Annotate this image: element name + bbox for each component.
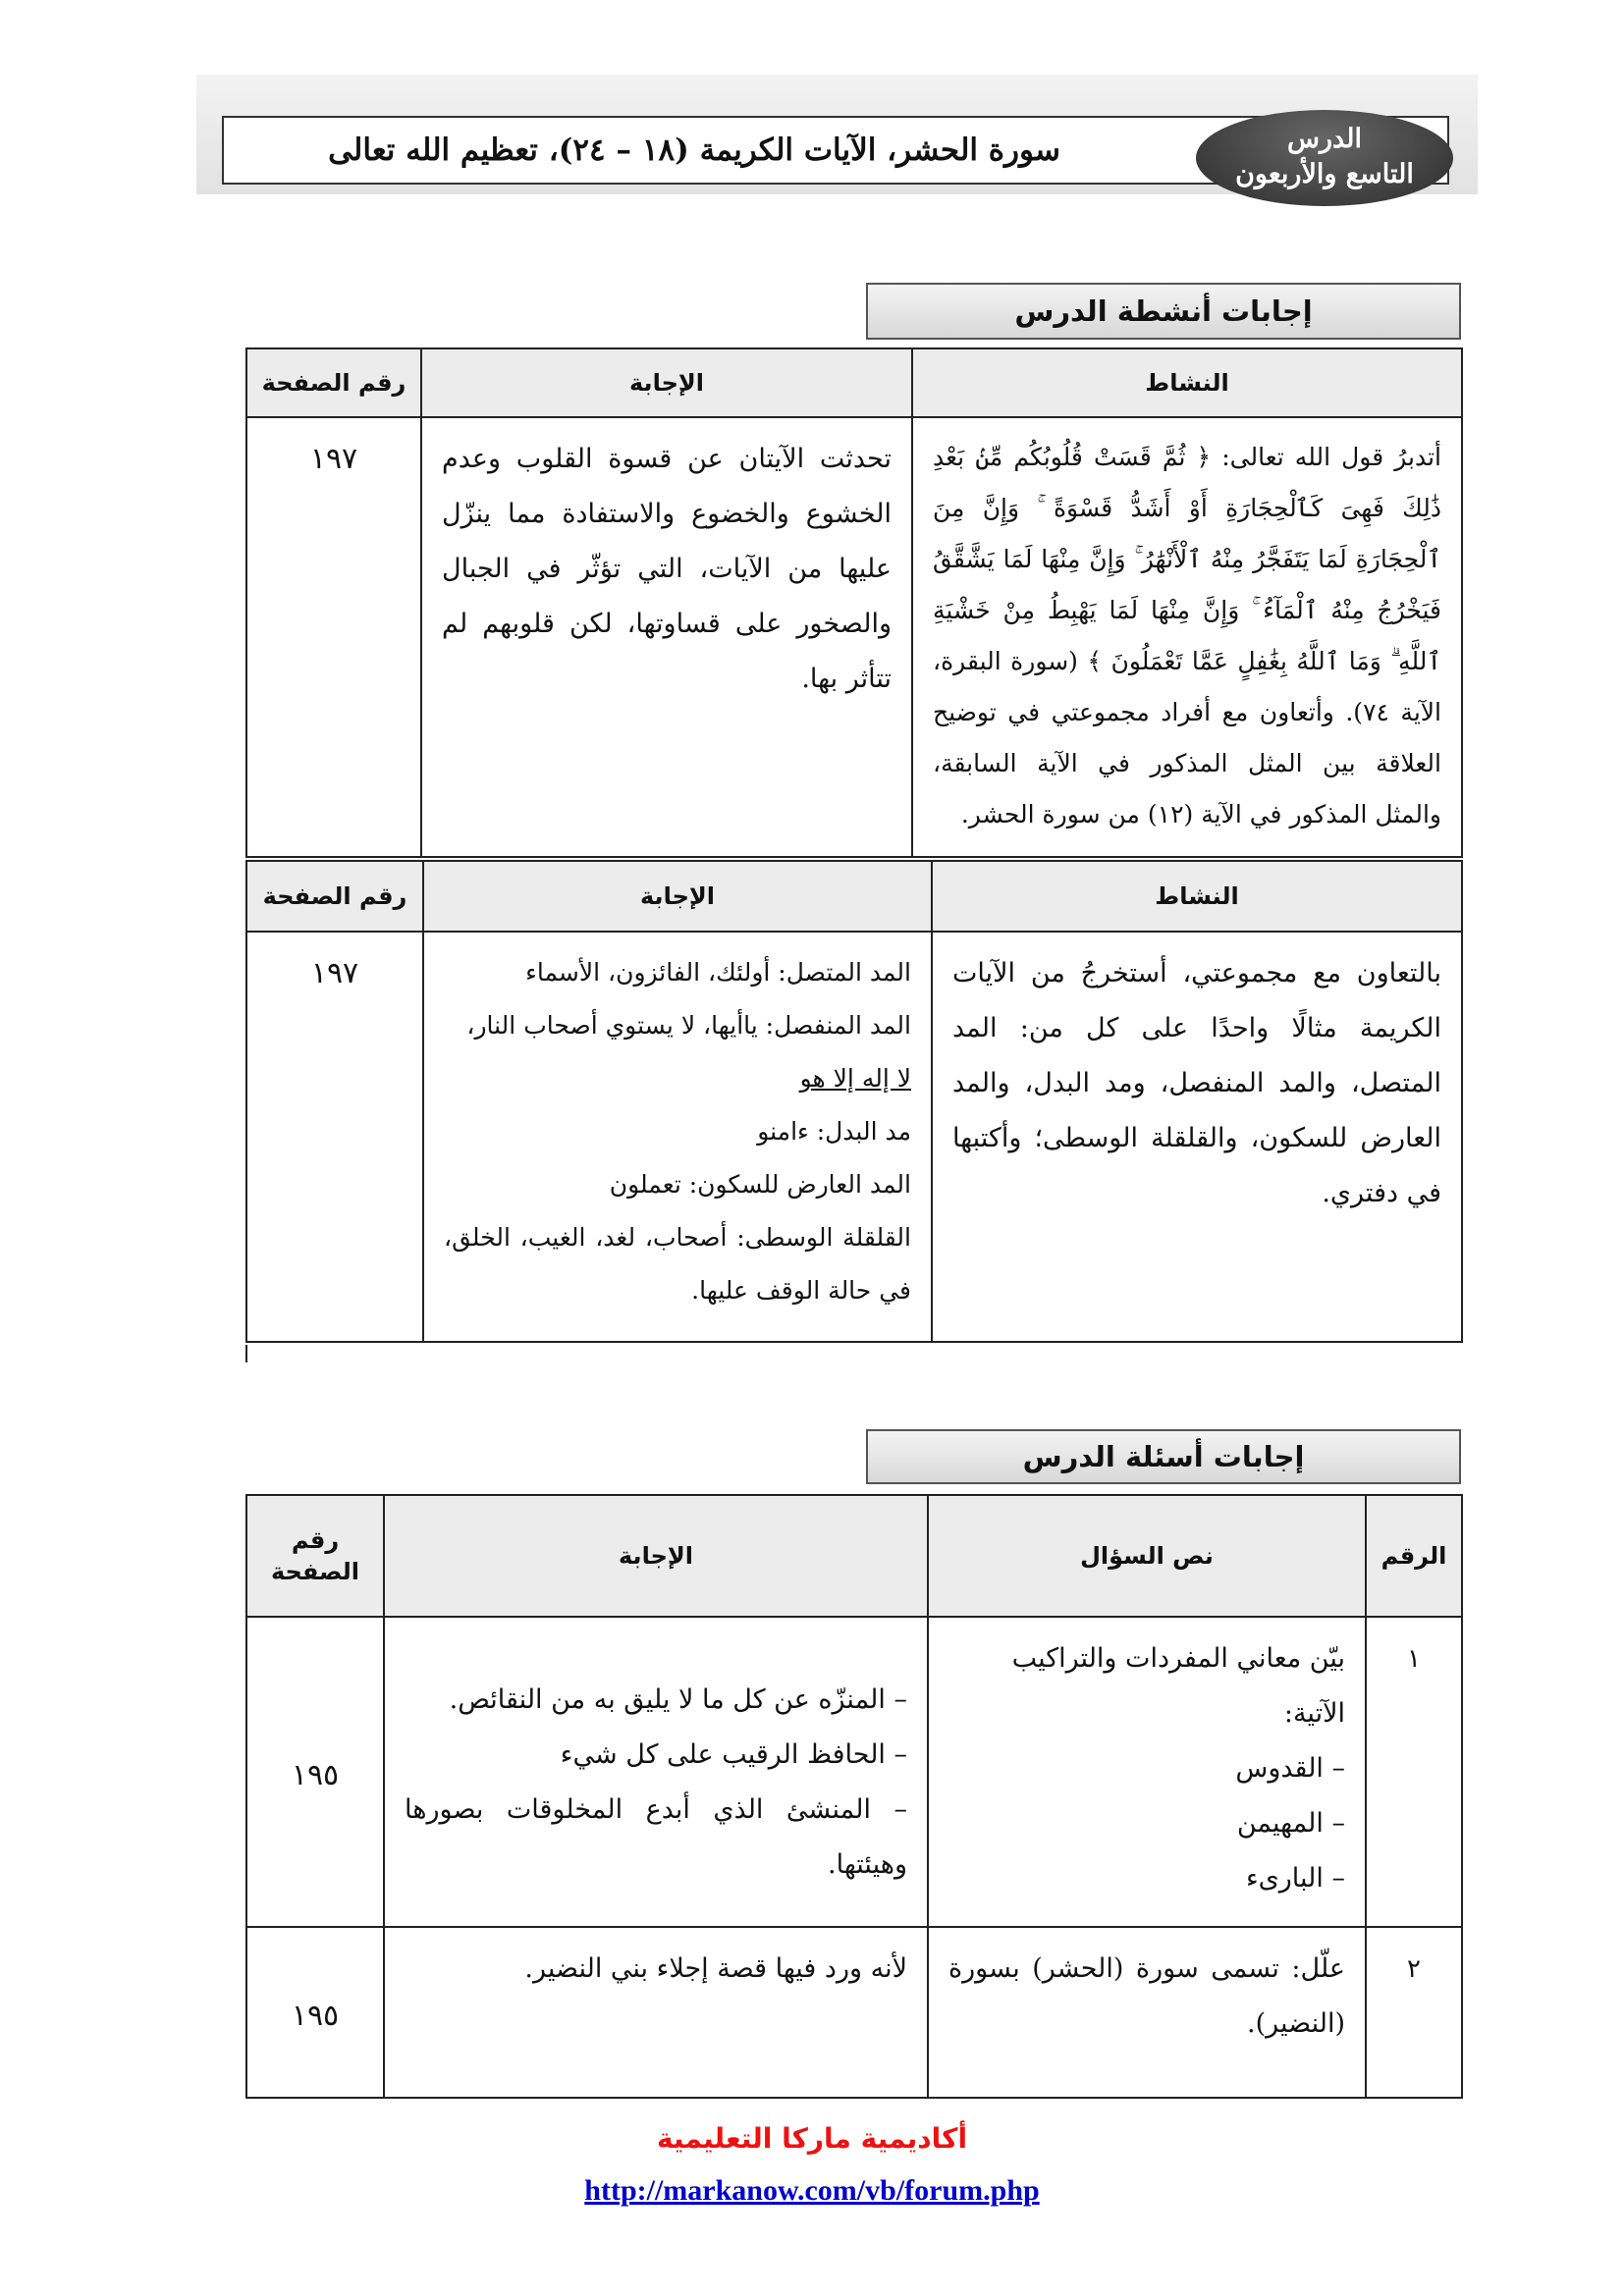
column-header-question: نص السؤال (928, 1495, 1366, 1617)
lesson-title: سورة الحشر، الآيات الكريمة (١٨ – ٢٤)، تعظيم الله تعالى (328, 133, 1060, 168)
column-header-answer: الإجابة (384, 1495, 928, 1617)
activities-table-1 (245, 347, 1463, 858)
question-line: علّل: تسمى سورة (الحشر) بسورة (النضير). (948, 1953, 1345, 2039)
answer-line: لا إله إلا هو (799, 1064, 911, 1093)
question-text (928, 1617, 1366, 1927)
column-header-page: رقم الصفحة (246, 861, 423, 932)
answer-line: – المنشئ الذي أبدع المخلوقات بصورها وهيئتها. (405, 1794, 907, 1880)
lesson-badge-line-2: التاسع والأربعون (1235, 159, 1414, 189)
question-answer (384, 1617, 928, 1927)
activity-text: بالتعاون مع مجموعتي، أستخرجُ من الآيات الكريمة مثالًا واحدًا على كل من: المد المتصل، والمد المنفصل، ومد البدل، والمد العارض للسكون، والقلقلة الوسطى؛ وأكتبها في دفتري. (932, 932, 1462, 1342)
column-header-activity: النشاط (932, 861, 1462, 932)
page-number: ١٩٥ (246, 1927, 384, 2098)
page-number: ١٩٧ (246, 932, 423, 1342)
answer-line: المد المنفصل: ياأيها، لا يستوي أصحاب النار، (466, 1011, 911, 1040)
question-line: بيّن معاني المفردات والتراكيب الآتية: (1011, 1643, 1345, 1729)
activity-text: أتدبرُ قول الله تعالى: ﴿ ثُمَّ قَسَتْ قُلُوبُكُم مِّنۢ بَعْدِ ذَٰلِكَ فَهِىَ كَٱلْحِجَارَةِ أَوْ أَشَدُّ قَسْوَةً ۚ وَإِنَّ مِنَ ٱلْحِجَارَةِ لَمَا يَتَفَجَّرُ مِنْهُ ٱلْأَنْهَٰرُ ۚ وَإِنَّ مِنْهَا لَمَا يَشَّقَّقُ فَيَخْرُجُ مِنْهُ ٱلْمَآءُ ۚ وَإِنَّ مِنْهَا لَمَا يَهْبِطُ مِنْ خَشْيَةِ ٱللَّهِ ۗ وَمَا ٱللَّهُ بِغَٰفِلٍ عَمَّا تَعْمَلُونَ ﴾ (سورة البقرة، الآية ٧٤). وأتعاون مع أفراد مجموعتي في توضيح العلاقة بين المثل المذكور في الآية السابقة، والمثل المذكور في الآية (١٢) من سورة الحشر. (912, 417, 1462, 857)
column-header-number: الرقم (1366, 1495, 1462, 1617)
question-line: – البارىء (1245, 1863, 1345, 1894)
answer-line: مد البدل: ءامنو (757, 1117, 911, 1146)
activities-section-title: إجابات أنشطة الدرس (866, 283, 1461, 340)
answer-line: المد المتصل: أولئك، الفائزون، الأسماء (525, 958, 911, 987)
footer-academy-name: أكاديمية ماركا التعليمية (656, 2122, 968, 2155)
column-header-page: رقم الصفحة (246, 1495, 384, 1617)
column-header-answer: الإجابة (421, 348, 912, 417)
lesson-badge-line-1: الدرس (1287, 124, 1362, 154)
column-header-answer: الإجابة (423, 861, 932, 932)
activity-answer: تحدثت الآيتان عن قسوة القلوب وعدم الخشوع والخضوع والاستفادة مما ينزّل عليها من الآيات، التي تؤثّر في الجبال والصخور على قساوتها، لكن قلوبهم لم تتأثر بها. (421, 417, 912, 857)
column-header-activity: النشاط (912, 348, 1462, 417)
page-number: ١٩٧ (246, 417, 421, 857)
question-number: ١ (1366, 1617, 1462, 1927)
table-edge-tick (245, 1345, 247, 1362)
answer-line: لأنه ورد فيها قصة إجلاء بني النضير. (524, 1953, 907, 1984)
question-line: – القدوس (1235, 1753, 1345, 1784)
footer-forum-link[interactable]: http://markanow.com/vb/forum.php (584, 2174, 1040, 2207)
question-text (928, 1927, 1366, 2098)
activities-table-2 (245, 860, 1463, 1343)
answer-line: المد العارض للسكون: تعملون (609, 1170, 911, 1199)
page-number: ١٩٥ (246, 1617, 384, 1927)
lesson-badge (1196, 110, 1453, 206)
question-number: ٢ (1366, 1927, 1462, 2098)
activity-answer (423, 932, 932, 1342)
answer-line: القلقلة الوسطى: أصحاب، لغد، الغيب، الخلق، في حالة الوقف عليها. (444, 1223, 911, 1305)
questions-section-title: إجابات أسئلة الدرس (866, 1429, 1461, 1484)
answer-line: – المنزّه عن كل ما لا يليق به من النقائص. (449, 1684, 907, 1715)
question-answer (384, 1927, 928, 2098)
column-header-page: رقم الصفحة (246, 348, 421, 417)
questions-table (245, 1494, 1463, 2099)
question-line: – المهيمن (1236, 1808, 1345, 1839)
answer-line: – الحافظ الرقيب على كل شيء (560, 1739, 907, 1770)
